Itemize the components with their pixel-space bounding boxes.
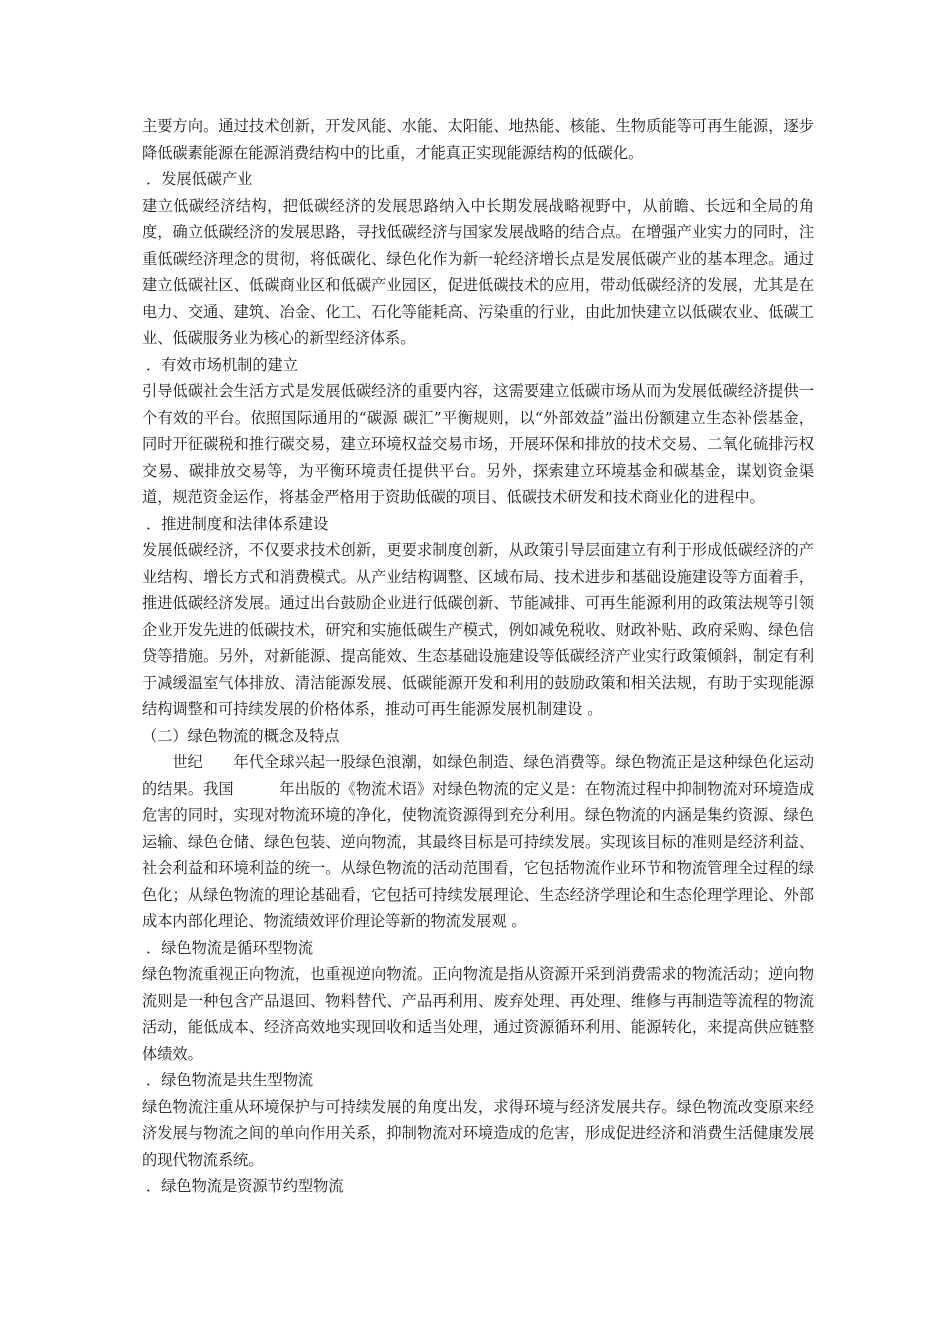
- heading-symbiotic-logistics: ．绿色物流是共生型物流: [146, 1071, 314, 1089]
- body-paragraph-market-mechanism: 引导低碳社会生活方式是发展低碳经济的重要内容，这需要建立低碳市场从而为发展低碳经济提供一个有效的平台。依照国际通用的“碳源 碳汇”平衡规则，以“外部效益”溢出份额建立生态补偿基金，同时开征碳税和推行碳交易，建立环境权益交易市场，开展环保和排放的技术交易、二氧化硫排污权交易、碳排放交易等，为平衡环境责任提供平台。另外，探索建立环境基金和碳基金，谋划资金渠道，规范资金运作，将基金严格用于资助低碳的项目、低碳技术研发和技术商业化的进程中。: [142, 382, 814, 506]
- body-paragraph-low-carbon-industry: 建立低碳经济结构，把低碳经济的发展思路纳入中长期发展战略视野中，从前瞻、长远和全局的角度，确立低碳经济的发展思路，寻找低碳经济与国家发展战略的结合点。在增强产业实力的同时，注重低碳经济理念的贯彻，将低碳化、绿色化作为新一轮经济增长点是发展低碳产业的基本理念。通过建立低碳社区、低碳商业区和低碳产业园区，促进低碳技术的应用，带动低碳经济的发展，尤其是在电力、交通、建筑、冶金、化工、石化等能耗高、污染重的行业，由此加快建立以低碳农业、低碳工业、低碳服务业为核心的新型经济体系。: [142, 196, 814, 347]
- section-heading-green-logistics: （二）绿色物流的概念及特点: [142, 726, 340, 745]
- body-paragraph-symbiotic-logistics: 绿色物流注重从环境保护与可持续发展的角度出发，求得环境与经济发展共存。绿色物流改变原来经济发展与物流之间的单向作用关系，抑制物流对环境造成的危害，形成促进经济和消费生活健康发展的现代物流系统。: [142, 1097, 814, 1169]
- heading-legal-system: ．推进制度和法律体系建设: [146, 514, 329, 533]
- heading-resource-saving-logistics: ．绿色物流是资源节约型物流: [146, 1177, 344, 1195]
- body-paragraph-energy-structure: 主要方向。通过技术创新，开发风能、水能、太阳能、地热能、核能、生物质能等可再生能源，逐步降低碳素能源在能源消费结构中的比重，才能真正实现能源结构的低碳化。: [142, 117, 814, 162]
- body-paragraph-circular-logistics: 绿色物流重视正向物流，也重视逆向物流。正向物流是指从资源开采到消费需求的物流活动；逆向物流则是一种包含产品退回、物料替代、产品再利用、废弃处理、再处理、维修与再制造等流程的物流活动，能低成本、经济高效地实现回收和适当处理，通过资源循环利用、能源转化，来提高供应链整体绩效。: [142, 965, 814, 1063]
- heading-low-carbon-industry: ．发展低碳产业: [146, 170, 253, 188]
- heading-market-mechanism: ．有效市场机制的建立: [146, 355, 298, 374]
- body-paragraph-legal-system: 发展低碳经济，不仅要求技术创新，更要求制度创新，从政策引导层面建立有利于形成低碳经济的产业结构、增长方式和消费模式。从产业结构调整、区域布局、技术进步和基础设施建设等方面着手，推进低碳经济发展。通过出台鼓励企业进行低碳创新、节能减排、可再生能源利用的政策法规等引领企业开发先进的低碳技术，研究和实施低碳生产模式，例如减免税收、财政补贴、政府采购、绿色信贷等措施。另外，对新能源、提高能效、生态基础设施建设等低碳经济产业实行政策倾斜，制定有利于减缓温室气体排放、清洁能源发展、低碳能源开发和利用的鼓励政策和相关法规，有助于实现能源结构调整和可持续发展的价格体系，推动可再生能源发展机制建设 。: [142, 541, 814, 718]
- heading-circular-logistics: ．绿色物流是循环型物流: [146, 938, 314, 957]
- document-page: [142, 113, 814, 1200]
- body-paragraph-green-logistics-definition: 世纪 年代全球兴起一股绿色浪潮，如绿色制造、绿色消费等。绿色物流正是这种绿色化运动的结果。我国 年出版的《物流术语》对绿色物流的定义是：在物流过程中抑制物流对环境造成危害的同时，实现对物流环境的净化，使物流资源得到充分利用。绿色物流的内涵是集约资源、绿色运输、绿色仓储、绿色包装、逆向物流，其最终目标是可持续发展。实现该目标的准则是经济利益、社会利益和环境利益的统一。从绿色物流的活动范围看，它包括物流作业环节和物流管理全过程的绿色化；从绿色物流的理论基础看，它包括可持续发展理论、生态经济学理论和生态伦理学理论、外部成本内部化理论、物流绩效评价理论等新的物流发展观 。: [142, 753, 814, 930]
